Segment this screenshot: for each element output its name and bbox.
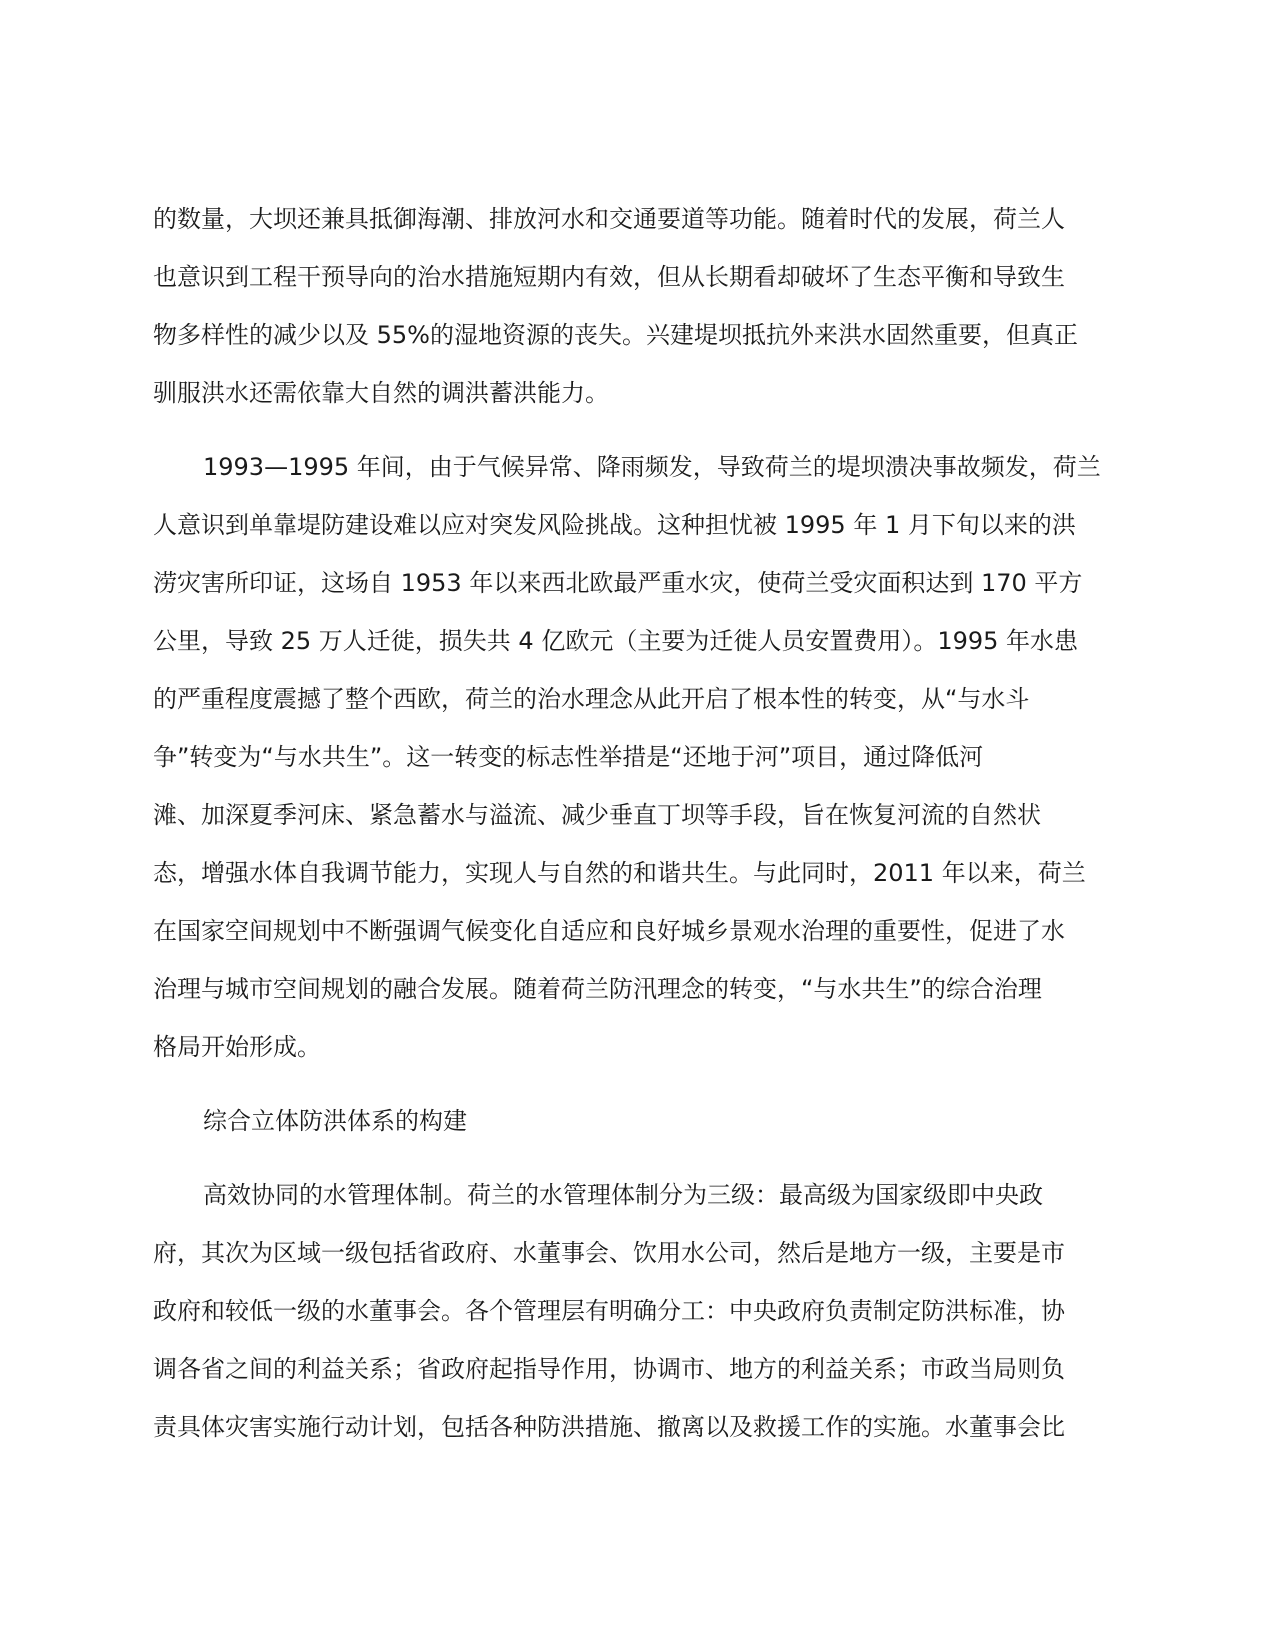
document-body bbox=[153, 190, 1113, 1456]
paragraph-line: 公里，导致 25 万人迁徙，损失共 4 亿欧元（主要为迁徙人员安置费用）。1995 年水患 bbox=[153, 627, 1079, 655]
paragraph-line: 调各省之间的利益关系；省政府起指导作用，协调市、地方的利益关系；市政当局则负 bbox=[153, 1355, 1065, 1383]
paragraph-line: 格局开始形成。 bbox=[153, 1033, 321, 1061]
paragraph-line: 也意识到工程干预导向的治水措施短期内有效，但从长期看却破坏了生态平衡和导致生 bbox=[153, 263, 1065, 291]
paragraph-gap bbox=[153, 422, 1113, 438]
paragraph-line: 涝灾害所印证，这场自 1953 年以来西北欧最严重水灾，使荷兰受灾面积达到 170 平方 bbox=[153, 569, 1083, 597]
paragraph-line: 责具体灾害实施行动计划，包括各种防洪措施、撤离以及救援工作的实施。水董事会比 bbox=[153, 1413, 1065, 1441]
paragraph-line: 治理与城市空间规划的融合发展。随着荷兰防汛理念的转变，“与水共生”的综合治理 bbox=[153, 975, 1042, 1003]
paragraph-line: 驯服洪水还需依靠大自然的调洪蓄洪能力。 bbox=[153, 379, 609, 407]
paragraph-line: 争”转变为“与水共生”。这一转变的标志性举措是“还地于河”项目，通过降低河 bbox=[153, 743, 984, 771]
section-heading bbox=[153, 1092, 1113, 1150]
paragraph-line: 政府和较低一级的水董事会。各个管理层有明确分工：中央政府负责制定防洪标准，协 bbox=[153, 1297, 1065, 1325]
paragraph-line: 府，其次为区域一级包括省政府、水董事会、饮用水公司，然后是地方一级，主要是市 bbox=[153, 1239, 1065, 1267]
paragraph-line: 滩、加深夏季河床、紧急蓄水与溢流、减少垂直丁坝等手段，旨在恢复河流的自然状 bbox=[153, 801, 1041, 829]
paragraph-2 bbox=[153, 438, 1113, 1076]
paragraph-line: 的严重程度震撼了整个西欧，荷兰的治水理念从此开启了根本性的转变，从“与水斗 bbox=[153, 685, 1030, 713]
paragraph-line: 1993—1995 年间，由于气候异常、降雨频发，导致荷兰的堤坝溃决事故频发，荷兰 bbox=[203, 453, 1101, 481]
paragraph-1 bbox=[153, 190, 1113, 422]
section-heading-text: 综合立体防洪体系的构建 bbox=[203, 1107, 467, 1135]
paragraph-3 bbox=[153, 1166, 1113, 1456]
paragraph-line: 在国家空间规划中不断强调气候变化自适应和良好城乡景观水治理的重要性，促进了水 bbox=[153, 917, 1065, 945]
paragraph-gap bbox=[153, 1076, 1113, 1092]
paragraph-line: 人意识到单靠堤防建设难以应对突发风险挑战。这种担忧被 1995 年 1 月下旬以来的洪 bbox=[153, 511, 1076, 539]
paragraph-line: 的数量，大坝还兼具抵御海潮、排放河水和交通要道等功能。随着时代的发展，荷兰人 bbox=[153, 205, 1065, 233]
paragraph-line: 高效协同的水管理体制。荷兰的水管理体制分为三级：最高级为国家级即中央政 bbox=[203, 1181, 1043, 1209]
paragraph-line: 物多样性的减少以及 55%的湿地资源的丧失。兴建堤坝抵抗外来洪水固然重要，但真正 bbox=[153, 321, 1078, 349]
paragraph-gap bbox=[153, 1150, 1113, 1166]
paragraph-line: 态，增强水体自我调节能力，实现人与自然的和谐共生。与此同时，2011 年以来，荷兰 bbox=[153, 859, 1086, 887]
